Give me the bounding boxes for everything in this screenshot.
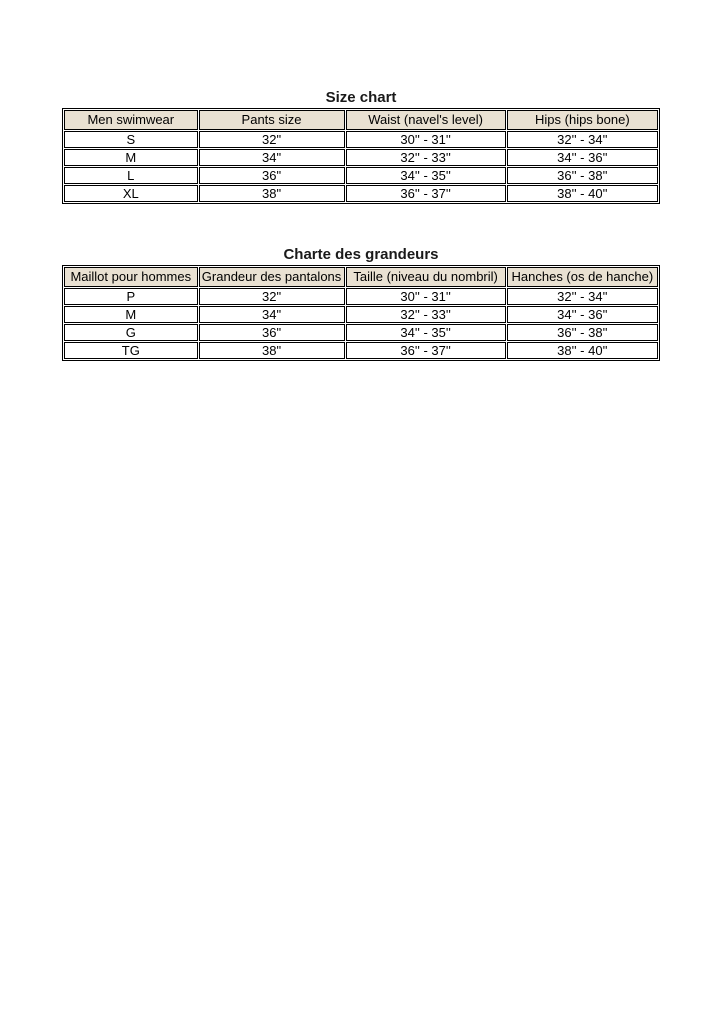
size-chart-title-en: Size chart: [325, 89, 397, 106]
table-cell: 38": [199, 342, 345, 359]
table-row: [64, 149, 658, 166]
size-chart-content-area: [62, 0, 660, 361]
table-cell: XL: [64, 185, 198, 202]
table-cell: M: [64, 149, 198, 166]
column-header-swimwear-en: Men swimwear: [64, 110, 198, 130]
table-cell: 32'' - 34'': [507, 288, 658, 305]
table-cell: 34'' - 35'': [346, 324, 506, 341]
table-cell: 36'' - 38'': [507, 324, 658, 341]
table-cell: G: [64, 324, 198, 341]
table-cell: 36'' - 37'': [346, 342, 506, 359]
table-cell: 32'' - 33'': [346, 306, 506, 323]
table-cell: 32'' - 34'': [507, 131, 658, 148]
table-cell: 34'' - 35'': [346, 167, 506, 184]
table-row: [64, 342, 658, 359]
size-chart-title-fr: Charte des grandeurs: [283, 246, 439, 263]
column-header-pants-size-fr: Grandeur des pantalons: [199, 267, 345, 287]
table-cell: P: [64, 288, 198, 305]
table-cell: 38'' - 40'': [507, 185, 658, 202]
table-cell: 34": [199, 306, 345, 323]
column-header-swimwear-fr: Maillot pour hommes: [64, 267, 198, 287]
table-cell: 32": [199, 131, 345, 148]
column-header-hips-fr: Hanches (os de hanche): [507, 267, 658, 287]
header-row: [64, 110, 658, 130]
table-cell: 34": [199, 149, 345, 166]
column-header-hips-en: Hips (hips bone): [507, 110, 658, 130]
table-row: [64, 324, 658, 341]
table-cell: 36'' - 37'': [346, 185, 506, 202]
table-cell: 38'' - 40'': [507, 342, 658, 359]
table-cell: 38": [199, 185, 345, 202]
table-cell: 34'' - 36'': [507, 149, 658, 166]
table-cell: 36": [199, 324, 345, 341]
table-cell: TG: [64, 342, 198, 359]
table-cell: 34'' - 36'': [507, 306, 658, 323]
table-cell: M: [64, 306, 198, 323]
column-header-waist-en: Waist (navel's level): [346, 110, 506, 130]
table-cell: 32": [199, 288, 345, 305]
size-chart-table-fr: [62, 265, 660, 361]
table-cell: L: [64, 167, 198, 184]
column-header-pants-size-en: Pants size: [199, 110, 345, 130]
table-row: [64, 185, 658, 202]
table-cell: 30'' - 31'': [346, 288, 506, 305]
column-header-waist-fr: Taille (niveau du nombril): [346, 267, 506, 287]
table-row: [64, 306, 658, 323]
table-cell: 36": [199, 167, 345, 184]
table-row: [64, 167, 658, 184]
table-cell: 36'' - 38'': [507, 167, 658, 184]
table-cell: 30'' - 31'': [346, 131, 506, 148]
table-cell: S: [64, 131, 198, 148]
header-row: [64, 267, 658, 287]
table-cell: 32'' - 33'': [346, 149, 506, 166]
table-row: [64, 288, 658, 305]
size-chart-table-en: [62, 108, 660, 204]
table-row: [64, 131, 658, 148]
